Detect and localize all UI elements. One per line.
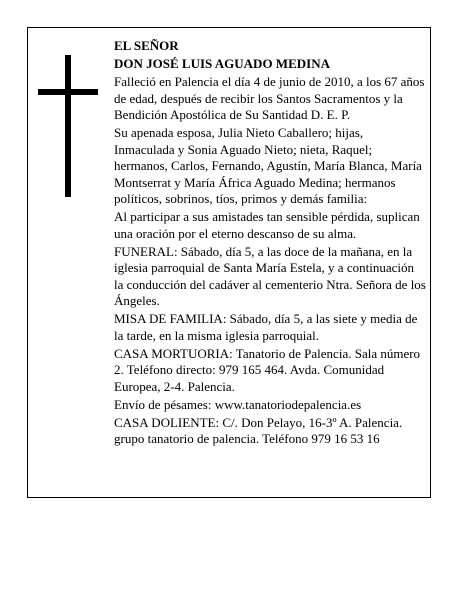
cross-vertical-bar: [65, 55, 71, 197]
family-list: Su apenada esposa, Julia Nieto Caballero; hijas, Inmaculada y Sonia Aguado Nieto; nieta, Raquel; hermanos, Carlos, Fernando, Agustín, María Blanca, María Montserrat y María África Aguado Medina; hermanos políticos, sobrinos, tíos, primos y demás familia:: [114, 125, 422, 206]
funeral-home-info: CASA MORTUORIA: Tanatorio de Palencia. Sala número 2. Teléfono directo: 979 165 464. Avda. Comunidad Europea, 2-4. Palencia.: [114, 345, 421, 394]
death-announcement: Falleció en Palencia el día 4 de junio de 2010, a los 67 años de edad, después de recibir los Santos Sacramentos y la Bendición Apostólica de Su Santidad D. E. P.: [114, 74, 425, 122]
notice-title: EL SEÑOR: [114, 38, 179, 53]
family-mass-info: MISA DE FAMILIA: Sábado, día 5, a las siete y media de la tarde, en la misma iglesia parroquial.: [114, 311, 418, 343]
deceased-name: DON JOSÉ LUIS AGUADO MEDINA: [114, 56, 330, 71]
funeral-info: FUNERAL: Sábado, día 5, a las doce de la mañana, en la iglesia parroquial de Santa María Estela, y a continuación la conducción del cadáver al cementerio Ntra. Señora de los Ángeles.: [114, 243, 426, 308]
cross-icon: [38, 55, 98, 197]
notice-body: [114, 38, 426, 449]
prayer-request: Al participar a sus amistades tan sensible pérdida, suplican una oración por el eterno descanso de su alma.: [114, 209, 420, 241]
mourning-home-info: CASA DOLIENTE: C/. Don Pelayo, 16-3º A. Palencia. grupo tanatorio de palencia. Teléfono 979 16 53 16: [114, 414, 403, 446]
cross-horizontal-bar: [38, 89, 98, 95]
condolences-info: Envío de pésames: www.tanatoriodepalencia.es: [114, 396, 362, 412]
